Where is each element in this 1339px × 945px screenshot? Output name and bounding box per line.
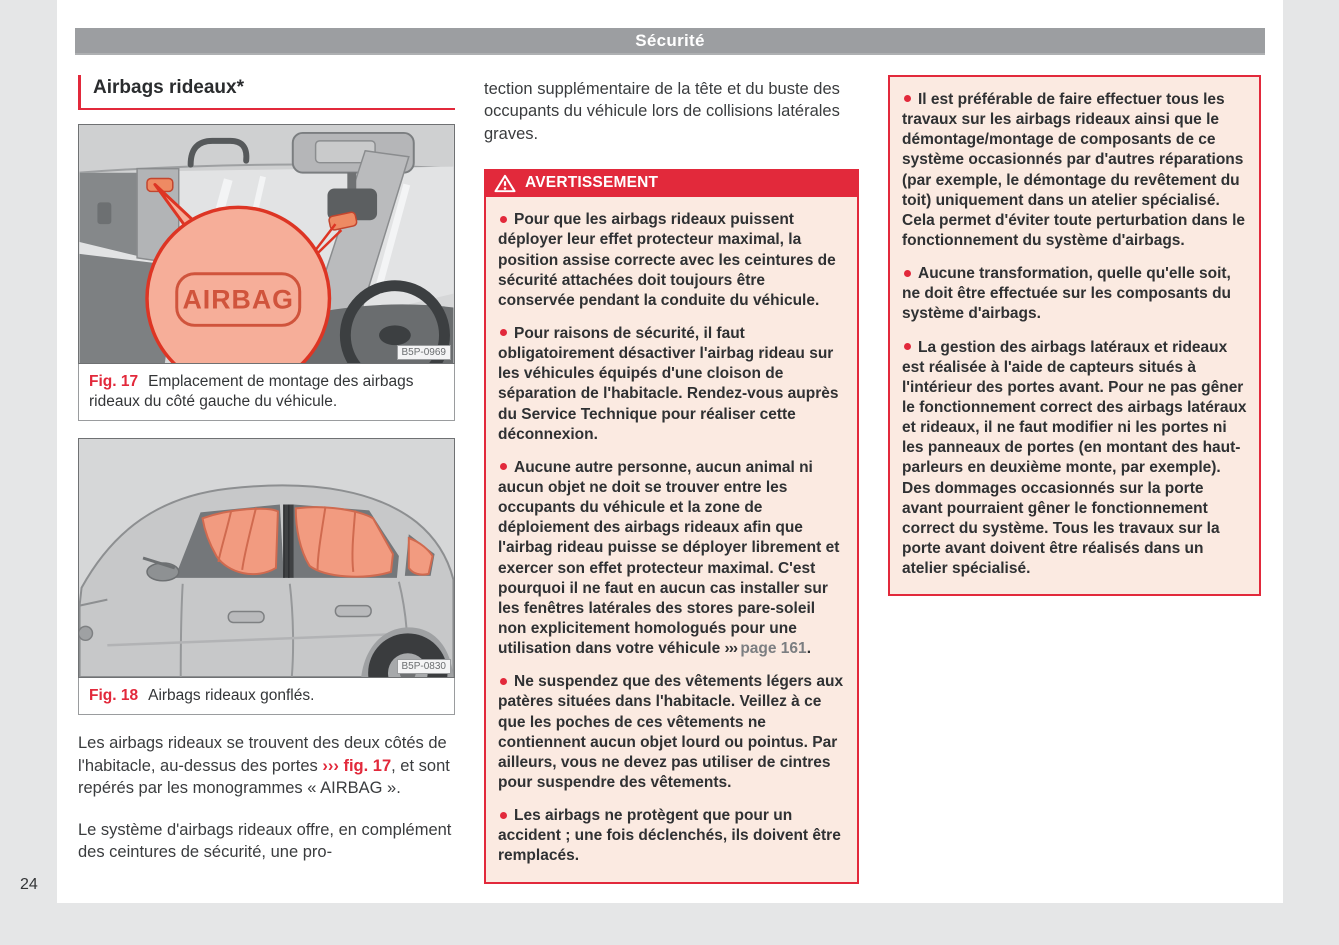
bullet-icon [500, 216, 507, 223]
page-reference-link[interactable]: page 161 [740, 640, 807, 658]
left-column [78, 75, 455, 883]
warning-header [484, 169, 859, 197]
door-handle-rear [335, 606, 371, 617]
warning-item-text: Aucune autre personne, aucun animal ni aucun objet ne doit se trouver entre les occupants du véhicule et la zone de déploiement des airbags rideaux afin que l'airbag rideau puisse se déployer librement et exercer son effet protecteur maximal. C'est pourquoi il ne faut en aucun cas installer sur les fenêtres latérales des stores pare-soleil non explicitement homologués pour une utilisation dans votre véhicule [498, 458, 840, 658]
warning-item [498, 210, 845, 311]
fig17-reference-link[interactable]: ››› fig. 17 [322, 756, 392, 775]
fig18-caption [78, 678, 455, 715]
paragraph-text: , et sont repérés par les monogrammes « AIRBAG ». [78, 756, 450, 798]
fig17-caption [78, 364, 455, 421]
fig17-image-code: B5P-0969 [397, 345, 451, 360]
section-title: Sécurité [635, 30, 705, 50]
warning-item [498, 806, 845, 866]
bullet-icon [904, 343, 911, 350]
warning-item-text: Ne suspendez que des vêtements légers aux patères situées dans l'habitacle. Veillez à ce que les poches de ces vêtements ne contiennent aucun objet lourd ou pointus. Par ailleurs, vous ne devez pas utiliser de cintres pour suspendre des vêtements. [498, 673, 844, 791]
note-box [888, 75, 1261, 596]
airbag-monogram-text: AIRBAG [182, 284, 295, 315]
warning-title: AVERTISSEMENT [525, 174, 659, 192]
intro-continuation: tection supplémentaire de la tête et du buste des occupants du véhicule lors de collisions latérales graves. [484, 80, 840, 143]
paragraph-location [78, 732, 455, 799]
fig17-label: Fig. 17 [89, 373, 139, 390]
right-column [888, 75, 1261, 596]
fig17-caption-text: Emplacement de montage des airbags rideaux du côté gauche du véhicule. [89, 373, 414, 411]
fig17-illustration [78, 124, 455, 364]
warning-item-text: Pour que les airbags rideaux puissent déployer leur effet protecteur maximal, la position assise correcte avec les ceintures de sécurité attachées doit toujours être conservée pendant la conduite du véhicule. [498, 211, 836, 309]
warning-item [498, 672, 845, 793]
fig18-illustration [78, 438, 455, 678]
note-item [902, 338, 1247, 580]
warning-item-text: Les airbags ne protègent que pour un accident ; une fois déclenchés, ils doivent être remplacés. [498, 807, 841, 865]
note-item-text: Il est préférable de faire effectuer tous les travaux sur les airbags rideaux ainsi que le démontage/montage de composants de ce système occasionnés par d'autres réparations (par exemple, le démontage du revêtement du toit) uniquement dans un atelier spécialisé. Cela permet d'éviter toute perturbation dans le fonctionnement du système d'airbags. [902, 91, 1246, 249]
warning-box [484, 169, 859, 883]
page-number: 24 [20, 876, 38, 893]
note-item-text: Aucune transformation, quelle qu'elle soit, ne doit être effectuée sur les composants du système d'airbags. [902, 265, 1232, 323]
paragraph-text: Les airbags rideaux se trouvent des deux côtés de l'habitacle, au-dessus des portes [78, 734, 447, 775]
car-side-drawing [79, 439, 454, 677]
bullet-icon [904, 270, 911, 277]
warning-item [498, 458, 845, 659]
page-reference-arrows: ››› [724, 640, 741, 658]
fig18-caption-text: Airbags rideaux gonflés. [148, 687, 315, 705]
note-item [902, 264, 1247, 324]
middle-column [484, 78, 859, 884]
figure-18 [78, 438, 455, 715]
note-item [902, 90, 1247, 251]
fig18-image-code: B5P-0830 [397, 659, 451, 674]
warning-item-text: . [806, 640, 811, 658]
bullet-icon [500, 678, 507, 685]
bullet-icon [500, 463, 507, 470]
figure-17 [78, 124, 455, 421]
paragraph-system: Le système d'airbags rideaux offre, en complément des ceintures de sécurité, une pro- [78, 820, 452, 862]
warning-body [484, 197, 859, 883]
bullet-icon [904, 95, 911, 102]
bullet-icon [500, 812, 507, 819]
car-interior-drawing [79, 125, 454, 363]
warning-item-text: Pour raisons de sécurité, il faut obligatoirement désactiver l'airbag rideau sur les véhicules équipés d'une cloison de séparation de l'habitacle. Rendez-vous auprès du Service Technique pour réaliser cette déconnexion. [498, 325, 839, 443]
note-item-text: La gestion des airbags latéraux et rideaux est réalisée à l'aide de capteurs situés à l'intérieur des portes avant. Pour ne pas gêner le fonctionnement correct des airbags latéraux et rideaux, il ne faut modifier ni les portes ni les panneaux de portes (en montant des haut-parleurs en deuxième monte, par exemple). Des dommages occasionnés sur la porte avant pourraient gêner le fonctionnement correct du système. Tous les travaux sur la porte avant doivent être réalisés dans un atelier spécialisé. [902, 338, 1247, 578]
warning-triangle-icon [494, 174, 516, 193]
section-header-bar [75, 28, 1265, 55]
page-title: Airbags rideaux* [78, 75, 455, 110]
door-handle-front [228, 612, 264, 623]
bullet-icon [500, 329, 507, 336]
manual-page [57, 0, 1283, 903]
warning-item [498, 324, 845, 445]
fig18-label: Fig. 18 [89, 687, 139, 705]
